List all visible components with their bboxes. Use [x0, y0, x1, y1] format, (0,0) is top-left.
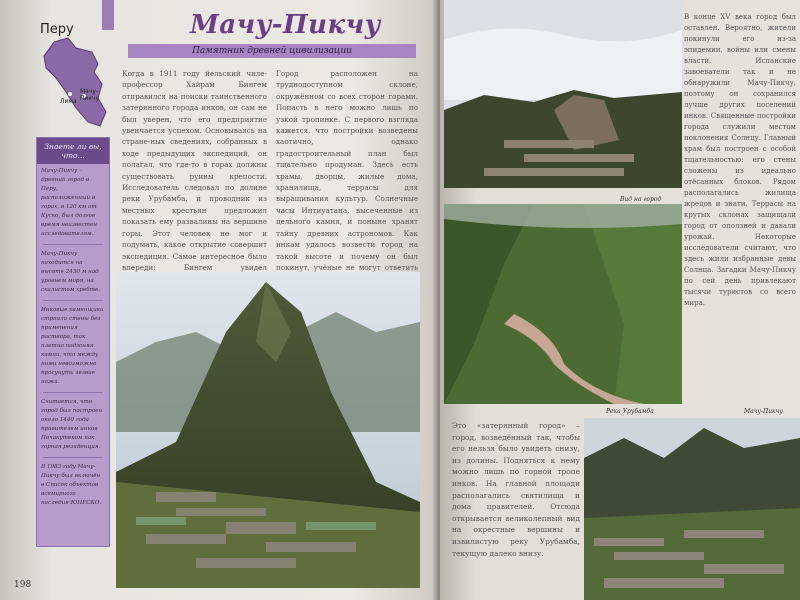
body-text-column-1: Когда в 1911 году йельский чиле-профессор Хайрам Бингем отправился на поиски таинственного затерянного города инков, он сам не был уверен, что его предприятие увенчается успехом. Основываясь на стране-ных сведениях, собранных в ходе предыдущих экспедиций, он полагал, что где-то в горах должны существовать руины крепости. Исследователь следовал по долине реки Урубамба, и проводник из местных крестьян предложил показать ему развалины на вершине горы. Этот человек не мог и подумать, какое открытие совершит экспедиция. Самое интересное было впереди: Бингем увидел — [122, 69, 267, 272]
fact-item: В 1983 году Мачу-Пикчу был включён в Список объектов всемирного наследия ЮНЕСКО. — [41, 464, 102, 506]
photo-caption: Мачу-Пикчу — [744, 408, 783, 415]
article-subtitle: Памятник древней цивилизации — [192, 46, 352, 56]
did-you-know-box — [36, 137, 110, 547]
fact-item: Инковые каменщики строили стены без применения раствора, так плотно подгоняя камни, что между ними невозможно просунуть лезвие ножа. — [41, 307, 104, 385]
peru-map — [36, 34, 116, 134]
fact-item: Мачу-Пикчу находится на высоте 2430 м над уровнем моря, на скалистом хребте. — [41, 251, 101, 293]
fact-divider — [43, 244, 103, 245]
map-city-machu-picchu: Мачу-Пикчу — [80, 88, 100, 102]
valley-photo-illustration — [444, 204, 682, 404]
article-title: Мачу-Пикчу — [190, 10, 381, 40]
fact-divider — [43, 300, 103, 301]
fact-item: Мачу-Пикчу – древний город в Перу, расположенный в горах, в 120 км от Куско, был долгое время неизвестен исследователям. — [41, 168, 97, 237]
right-bottom-text-column: Это «затерянный город» – город, возведённый так, чтобы его нельзя было увидеть снизу, из долины. Подняться к нему можно лишь по горной тропе инков. На главной площади располагались святилища и дома правителей. Отсюда открывается великолепный вид на окрестные вершины и извилистую реку Урубамба, текущую далеко внизу. — [452, 421, 580, 558]
right-body-text-column: В конце XV века город был оставлен. Вероятно, жители покинули его из-за эпидемии, войны или смены власти. Испанские завоеватели так и не обнаружили Мачу-Пикчу, поэтому он сохранился лучше других поселений инков. Священные постройки города служили местом поклонения Солнцу. Главный храм был построен с особой тщательностью: его стены сложены из идеально отёсанных блоков. Рядом располагались жилища жрецов и знати. Террасы на крутых склонах защищали город от оползней и давали урожай. Некоторые исследователи считают, что здесь жили избранные девы Солнца. Загадки Мачу-Пикчу по сей день привлекают тысячи туристов со всего мира. — [684, 13, 796, 307]
photo-caption: Вид на город — [620, 196, 662, 203]
body-text-column-2: Город расположен на труднодоступном склоне, окружённом со всех сторон горами. Попасть в него можно лишь по узкой тропинке. С первого взгляда кажется, что постройки возведены хаотично, однако градостроительный план был тщательно продуман. Здесь есть храмы, дворцы, жилые дома, хранилища, террасы для выращивания культур. Солнечные часы Интиуатана, высеченные из цельного камня, и поныне хранят тайну древних астрономов. Как инкам удалось возвести город на такой высоте и почему он был покинут, учёные не могут ответить — [276, 69, 418, 272]
river-valley-photo — [444, 204, 682, 404]
machu-picchu-main-photo — [116, 272, 420, 588]
did-you-know-title: Знаете ли вы, что... — [37, 138, 109, 164]
fact-divider — [43, 457, 103, 458]
photo-caption: Река Урубамба — [606, 408, 654, 415]
mountain-photo-illustration — [116, 272, 420, 588]
terraces-photo-illustration — [584, 418, 800, 600]
peru-map-shape — [36, 34, 116, 134]
ruins-photo-illustration — [444, 0, 682, 188]
map-city-lima: Лима — [60, 98, 77, 105]
fact-item: Считается, что город был построен около 1440 года правителем инков Пачакутеком как горная резиденция. — [41, 399, 103, 450]
country-label: Перу — [40, 22, 74, 37]
ruins-closeup-photo — [444, 0, 682, 188]
fact-divider — [43, 392, 103, 393]
page-number: 198 — [14, 580, 32, 590]
terraces-photo — [584, 418, 800, 600]
header-accent-bar — [102, 0, 114, 30]
